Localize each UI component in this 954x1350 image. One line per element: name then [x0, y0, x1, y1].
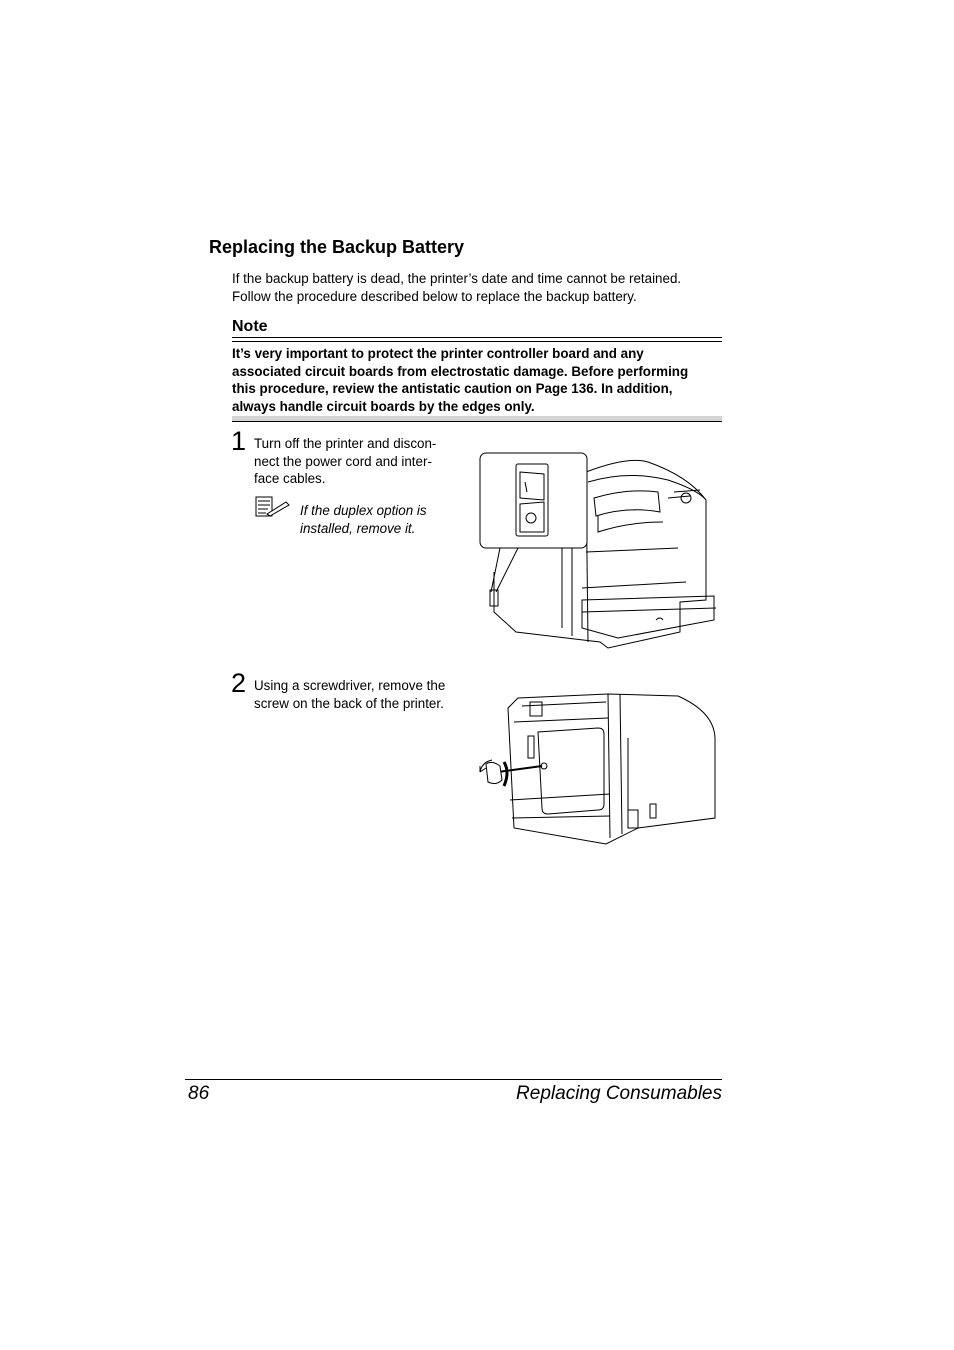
step-line: nect the power cord and inter-: [254, 453, 432, 469]
note-divider: [232, 421, 722, 422]
hint-line: If the duplex option is: [300, 503, 427, 518]
step-line: Using a screwdriver, remove the: [254, 678, 446, 693]
note-line: always handle circuit boards by the edges only.: [232, 398, 535, 414]
hint-text: [300, 502, 480, 538]
footer-divider: [185, 1079, 722, 1080]
printer-back-screwdriver-illustration: [478, 688, 718, 848]
intro-line: If the backup battery is dead, the printer’s date and time cannot be retained.: [232, 271, 682, 286]
printer-power-switch-illustration: [478, 452, 718, 652]
note-line: It’s very important to protect the printer controller board and any: [232, 346, 644, 361]
note-label: Note: [232, 318, 268, 335]
intro-paragraph: [232, 270, 732, 306]
note-divider: [232, 341, 722, 342]
step-number: 1: [231, 426, 247, 456]
note-pencil-icon: [255, 496, 291, 518]
hint-line: installed, remove it.: [300, 521, 416, 536]
note-line: associated circuit boards from electrostatic damage. Before performing: [232, 363, 689, 379]
intro-line: Follow the procedure described below to replace the backup battery.: [232, 289, 637, 304]
note-line: this procedure, review the antistatic caution on Page 136. In addition,: [232, 381, 673, 396]
step-line: Turn off the printer and discon-: [254, 436, 437, 451]
chapter-title: Replacing Consumables: [516, 1083, 722, 1104]
note-divider: [232, 337, 722, 338]
page-number: 86: [188, 1083, 210, 1104]
step-line: face cables.: [254, 471, 326, 486]
step-line: screw on the back of the printer.: [254, 695, 444, 711]
step-instruction: [254, 435, 464, 488]
step-instruction: [254, 677, 474, 712]
note-text: [232, 345, 727, 415]
section-title: Replacing the Backup Battery: [209, 237, 465, 257]
step-number: 2: [231, 668, 247, 698]
